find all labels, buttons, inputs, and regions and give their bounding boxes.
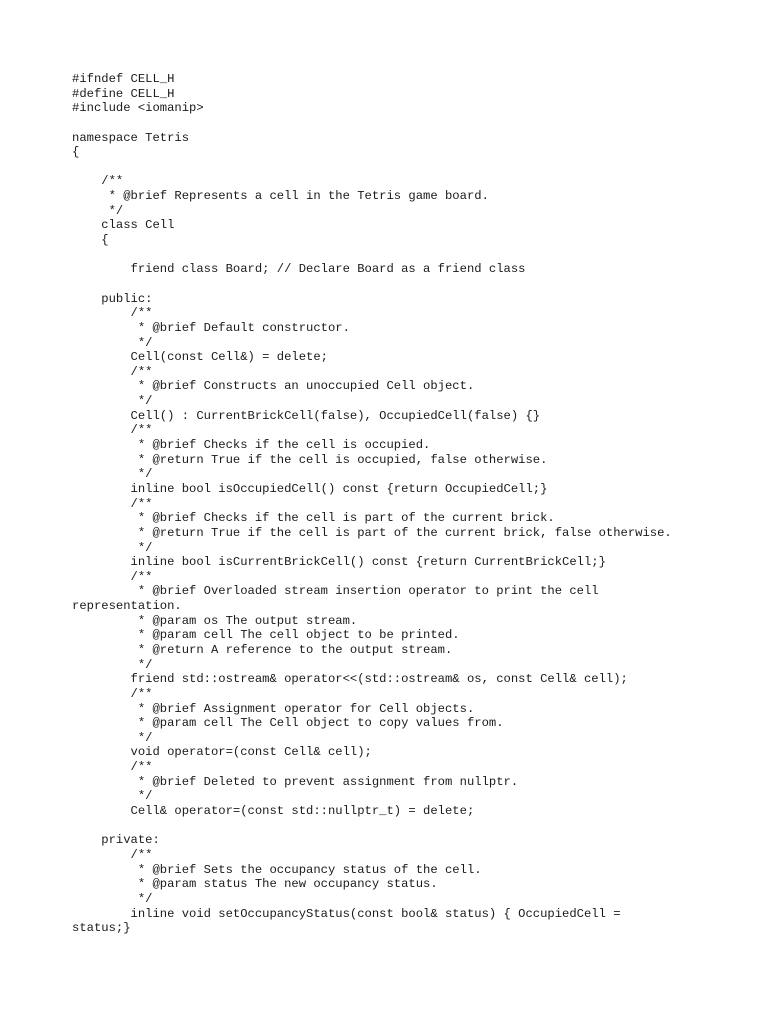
code-line: class Cell bbox=[72, 218, 175, 233]
code-line: * @param status The new occupancy status. bbox=[72, 877, 438, 892]
code-line: Cell(const Cell&) = delete; bbox=[72, 350, 328, 365]
code-line: */ bbox=[72, 335, 153, 350]
code-line: * @brief Deleted to prevent assignment from nullptr. bbox=[72, 774, 519, 789]
code-line: { bbox=[72, 145, 80, 160]
code-line: * @brief Assignment operator for Cell objects. bbox=[72, 701, 475, 716]
code-line: * @param cell The cell object to be printed. bbox=[72, 628, 460, 643]
code-line bbox=[72, 160, 712, 175]
code-line: inline bool isOccupiedCell() const {return OccupiedCell;} bbox=[72, 481, 548, 496]
code-line: representation. bbox=[72, 599, 182, 614]
code-line: /** bbox=[72, 174, 124, 189]
code-line bbox=[72, 819, 712, 834]
code-line: private: bbox=[72, 833, 160, 848]
code-line: * @brief Default constructor. bbox=[72, 320, 350, 335]
code-line: friend class Board; // Declare Board as a friend class bbox=[72, 262, 526, 277]
code-line: /** bbox=[72, 569, 153, 584]
code-line: /** bbox=[72, 423, 153, 438]
code-line: Cell& operator=(const std::nullptr_t) = delete; bbox=[72, 804, 475, 819]
code-line bbox=[72, 277, 712, 292]
code-line: * @brief Checks if the cell is occupied. bbox=[72, 438, 431, 453]
code-line: * @brief Checks if the cell is part of the current brick. bbox=[72, 511, 555, 526]
code-line: * @return A reference to the output stream. bbox=[72, 642, 453, 657]
code-listing bbox=[72, 72, 712, 936]
code-line: */ bbox=[72, 891, 153, 906]
code-line: */ bbox=[72, 394, 153, 409]
code-line: namespace Tetris bbox=[72, 130, 190, 145]
code-line: * @brief Represents a cell in the Tetris game board. bbox=[72, 189, 489, 204]
code-line: /** bbox=[72, 306, 153, 321]
code-line: /** bbox=[72, 364, 153, 379]
code-line: /** bbox=[72, 496, 153, 511]
code-line: /** bbox=[72, 686, 153, 701]
code-line: */ bbox=[72, 730, 153, 745]
code-line: */ bbox=[72, 657, 153, 672]
code-line: /** bbox=[72, 760, 153, 775]
code-line: /** bbox=[72, 847, 153, 862]
code-line: status;} bbox=[72, 921, 131, 936]
code-line: * @return True if the cell is occupied, false otherwise. bbox=[72, 452, 548, 467]
code-line: { bbox=[72, 233, 109, 248]
code-line: inline bool isCurrentBrickCell() const {return CurrentBrickCell;} bbox=[72, 555, 606, 570]
code-line: * @param os The output stream. bbox=[72, 613, 358, 628]
code-line: public: bbox=[72, 291, 153, 306]
code-line bbox=[72, 116, 712, 131]
code-line: inline void setOccupancyStatus(const bool& status) { OccupiedCell = bbox=[72, 906, 621, 921]
code-line: */ bbox=[72, 203, 124, 218]
code-line: * @param cell The Cell object to copy values from. bbox=[72, 716, 504, 731]
code-line: #ifndef CELL_H bbox=[72, 72, 175, 86]
code-line: * @brief Constructs an unoccupied Cell object. bbox=[72, 379, 475, 394]
code-line: */ bbox=[72, 467, 153, 482]
code-line: friend std::ostream& operator<<(std::ostream& os, const Cell& cell); bbox=[72, 672, 628, 687]
code-line: * @brief Overloaded stream insertion operator to print the cell bbox=[72, 584, 599, 599]
code-line: #define CELL_H bbox=[72, 86, 175, 101]
code-line: */ bbox=[72, 540, 153, 555]
code-line: * @return True if the cell is part of the current brick, false otherwise. bbox=[72, 525, 672, 540]
code-line: */ bbox=[72, 789, 153, 804]
code-line: Cell() : CurrentBrickCell(false), OccupiedCell(false) {} bbox=[72, 408, 541, 423]
code-line: * @brief Sets the occupancy status of the cell. bbox=[72, 862, 482, 877]
code-line: void operator=(const Cell& cell); bbox=[72, 745, 372, 760]
code-line: #include <iomanip> bbox=[72, 101, 204, 116]
code-line bbox=[72, 248, 712, 263]
